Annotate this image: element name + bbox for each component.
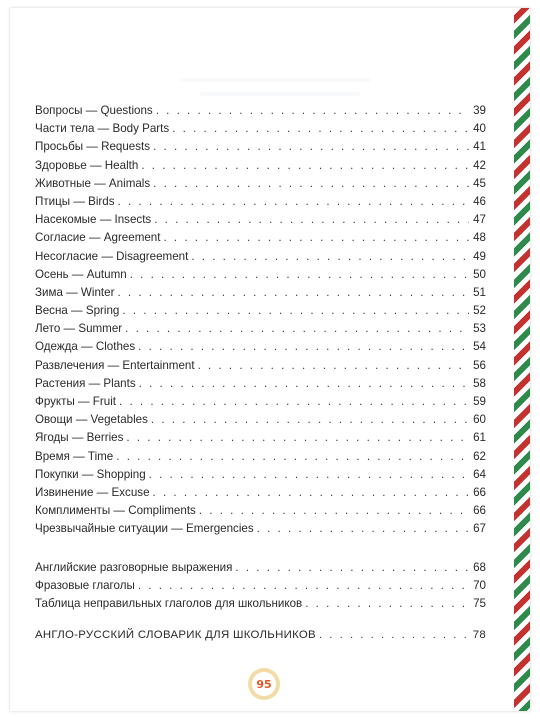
toc-entry[interactable] xyxy=(35,177,486,195)
toc-entry[interactable] xyxy=(35,250,486,268)
toc-entry-title: Развлечения — Entertainment xyxy=(35,358,195,372)
toc-entry[interactable] xyxy=(35,340,486,358)
toc-entry[interactable] xyxy=(35,468,486,486)
toc-entry-page: 56 xyxy=(473,358,486,372)
toc-entry-page: 47 xyxy=(473,213,486,227)
toc-entry[interactable] xyxy=(35,213,486,231)
dot-leader xyxy=(138,579,469,592)
section-gap xyxy=(35,541,486,561)
toc-entry-title: Животные — Animals xyxy=(35,176,151,190)
toc-entry-page: 45 xyxy=(473,176,486,190)
toc-entry-page: 41 xyxy=(473,140,486,154)
toc-entry[interactable] xyxy=(35,486,486,504)
toc-entry[interactable] xyxy=(35,522,486,540)
toc-entry-title: Насекомые — Insects xyxy=(35,213,152,227)
toc-entry[interactable] xyxy=(35,231,486,249)
toc-entry[interactable] xyxy=(35,561,486,579)
toc-entry-title: Покупки — Shopping xyxy=(35,467,146,481)
toc-entry[interactable] xyxy=(35,395,486,413)
airmail-stripe-border xyxy=(514,8,530,711)
toc-entry[interactable] xyxy=(35,122,486,140)
toc-entry-page: 50 xyxy=(473,267,486,281)
dot-leader xyxy=(191,250,469,263)
toc-entry-page: 53 xyxy=(473,322,486,336)
book-page xyxy=(10,8,530,711)
toc-entry[interactable] xyxy=(35,579,486,597)
toc-entry[interactable] xyxy=(35,104,486,122)
dot-leader xyxy=(151,413,469,426)
table-of-contents xyxy=(35,104,486,647)
dot-leader xyxy=(319,629,469,641)
dot-leader xyxy=(138,340,469,353)
toc-entry-page: 67 xyxy=(473,522,486,536)
toc-entry[interactable] xyxy=(35,140,486,158)
dot-leader xyxy=(125,322,469,335)
toc-entry-title: Английские разговорные выражения xyxy=(35,560,233,574)
dot-leader xyxy=(199,504,469,517)
toc-entry-title: Вопросы — Questions xyxy=(35,104,153,117)
toc-entry-page: 42 xyxy=(473,158,486,172)
dot-leader xyxy=(130,268,469,281)
dot-leader xyxy=(153,177,469,190)
toc-entry-page: 48 xyxy=(473,231,486,245)
toc-entry-page: 68 xyxy=(473,560,486,574)
toc-entry[interactable] xyxy=(35,450,486,468)
dot-leader xyxy=(139,377,469,390)
toc-entry-page: 39 xyxy=(473,104,486,117)
toc-entry-page: 51 xyxy=(473,285,486,299)
toc-entry-page: 78 xyxy=(472,629,486,642)
toc-entry-title: Весна — Spring xyxy=(35,304,120,318)
dot-leader xyxy=(141,159,469,172)
dot-leader xyxy=(154,213,469,226)
toc-entry-page: 59 xyxy=(473,395,486,408)
dot-leader xyxy=(172,122,469,135)
toc-appendix xyxy=(35,561,486,616)
toc-entry-title: Чрезвычайные ситуации — Emergencies xyxy=(35,522,254,536)
page-number-badge xyxy=(248,668,280,700)
toc-entry-title: Ягоды — Berries xyxy=(35,431,124,445)
toc-entry-title: Здоровье — Health xyxy=(35,158,139,172)
toc-entry[interactable] xyxy=(35,377,486,395)
toc-entry-title: Просьбы — Requests xyxy=(35,140,151,154)
toc-entry[interactable] xyxy=(35,304,486,322)
toc-entry-title: Одежда — Clothes xyxy=(35,340,136,354)
toc-entry[interactable] xyxy=(35,268,486,286)
toc-entry[interactable] xyxy=(35,431,486,449)
dot-leader xyxy=(116,450,469,463)
toc-entry-title: Зима — Winter xyxy=(35,285,115,299)
toc-entry-title: АНГЛО-РУССКИЙ СЛОВАРИК ДЛЯ ШКОЛЬНИКОВ xyxy=(35,629,316,642)
toc-entry-page: 52 xyxy=(473,304,486,318)
toc-entry-title: Согласие — Agreement xyxy=(35,231,161,245)
dot-leader xyxy=(153,140,469,153)
toc-entry-title: Время — Time xyxy=(35,449,114,463)
dot-leader xyxy=(257,522,469,535)
toc-entry-title: Извинение — Excuse xyxy=(35,485,150,499)
dot-leader xyxy=(156,104,469,117)
toc-entry-title: Комплименты — Compliments xyxy=(35,504,196,518)
toc-entry[interactable] xyxy=(35,286,486,304)
toc-entry-dictionary[interactable] xyxy=(35,629,486,647)
dot-leader xyxy=(163,231,469,244)
show-through-text xyxy=(180,78,370,82)
toc-entry-title: Фрукты — Fruit xyxy=(35,395,116,408)
toc-entry-page: 40 xyxy=(473,122,486,136)
toc-entry-page: 70 xyxy=(473,578,486,592)
toc-entry-page: 49 xyxy=(473,249,486,263)
toc-entry[interactable] xyxy=(35,195,486,213)
dot-leader xyxy=(117,286,469,299)
toc-entry[interactable] xyxy=(35,322,486,340)
dot-leader xyxy=(118,195,469,208)
toc-entry-page: 54 xyxy=(473,340,486,354)
toc-entry-title: Фразовые глаголы xyxy=(35,578,135,592)
toc-entry-title: Растения — Plants xyxy=(35,376,136,390)
toc-entry-title: Лето — Summer xyxy=(35,322,123,336)
dot-leader xyxy=(122,304,469,317)
toc-entry-title: Таблица неправильных глаголов для школьников xyxy=(35,596,303,610)
toc-entry-page: 66 xyxy=(473,485,486,499)
dot-leader xyxy=(153,486,469,499)
dot-leader xyxy=(149,468,469,481)
toc-entry[interactable] xyxy=(35,159,486,177)
show-through-text xyxy=(200,92,360,96)
toc-entry-page: 75 xyxy=(473,596,486,610)
toc-entry-title: Овощи — Vegetables xyxy=(35,413,148,427)
page-number: 95 xyxy=(252,672,276,696)
dot-leader xyxy=(198,359,469,372)
toc-entry-page: 62 xyxy=(473,449,486,463)
toc-entry-page: 61 xyxy=(473,431,486,445)
dot-leader xyxy=(235,561,469,574)
dot-leader xyxy=(305,597,469,610)
toc-entry-title: Несогласие — Disagreement xyxy=(35,249,189,263)
toc-entry-title: Осень — Autumn xyxy=(35,267,127,281)
dot-leader xyxy=(126,431,469,444)
toc-entry-page: 64 xyxy=(473,467,486,481)
toc-topics xyxy=(35,104,486,541)
toc-entry[interactable] xyxy=(35,597,486,615)
toc-entry-page: 46 xyxy=(473,194,486,208)
toc-entry-page: 58 xyxy=(473,376,486,390)
toc-entry[interactable] xyxy=(35,359,486,377)
toc-entry-page: 60 xyxy=(473,413,486,427)
dot-leader xyxy=(119,395,469,408)
toc-entry[interactable] xyxy=(35,413,486,431)
toc-entry-page: 66 xyxy=(473,504,486,518)
toc-entry[interactable] xyxy=(35,504,486,522)
toc-entry-title: Части тела — Body Parts xyxy=(35,122,170,136)
toc-entry-title: Птицы — Birds xyxy=(35,194,115,208)
